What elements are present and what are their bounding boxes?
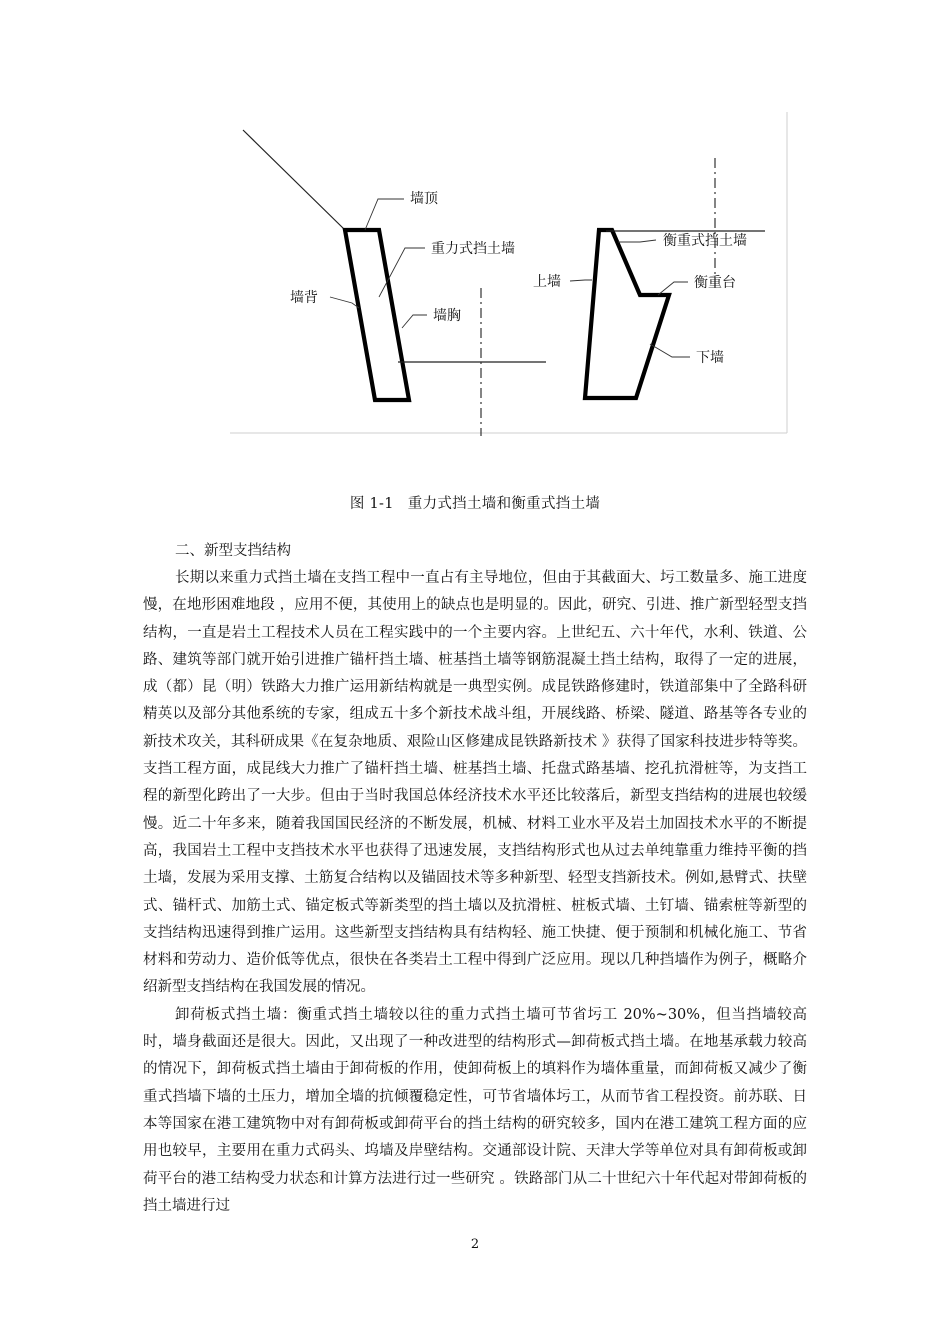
- section-body: [143, 538, 807, 1220]
- leader-lower-wall: [650, 344, 690, 357]
- leader-balance-wall: [618, 240, 656, 242]
- label-wall-chest: 墙胸: [433, 308, 461, 324]
- backfill-slope-line: [243, 130, 345, 230]
- figure-retaining-walls: [0, 0, 950, 470]
- label-balance-platform: 衡重台: [694, 275, 736, 291]
- leader-wall-top: [365, 199, 404, 230]
- label-balance-wall: 衡重式挡土墙: [663, 233, 747, 249]
- label-upper-wall: 上墙: [533, 274, 561, 290]
- label-gravity-wall: 重力式挡土墙: [431, 241, 515, 257]
- label-lower-wall: 下墙: [696, 350, 724, 366]
- leader-upper-wall: [570, 280, 592, 281]
- caption-text: 重力式挡土墙和衡重式挡土墙: [407, 496, 601, 512]
- paragraph-unloading-plate-wall: 卸荷板式挡土墙：衡重式挡土墙较以往的重力式挡土墙可节省圬工 20%~30%，但当挡墙较高时，墙身截面还是很大。因此，又出现了一种改进型的结构形式—卸荷板式挡土墙。在地基承载力较高的情况下，卸荷板式挡土墙由于卸荷板的作用，使卸荷板上的填料作为墙体重量，而卸荷板又减少了衡重式挡墙下墙的土压力，增加全墙的抗倾覆稳定性，可节省墙体圬工，从而节省工程投资。前苏联、日本等国家在港工建筑物中对有卸荷板或卸荷平台的挡土结构的研究较多，国内在港工建筑工程方面的应用也较早，主要用在重力式码头、坞墙及岸壁结构。交通部设计院、天津大学等单位对具有卸荷板或卸荷平台的港工结构受力状态和计算方法进行过一些研究 。铁路部门从二十世纪六十年代起对带卸荷板的挡土墙进行过: [143, 1006, 807, 1214]
- label-wall-back: 墙背: [290, 290, 318, 306]
- page-number: 2: [470, 1237, 480, 1252]
- figure-caption: [0, 492, 950, 513]
- label-wall-top: 墙顶: [410, 191, 438, 207]
- section-heading: 二、新型支挡结构: [175, 543, 291, 559]
- leader-wall-chest: [402, 315, 427, 328]
- balance-wall-outline: [585, 230, 669, 398]
- gravity-wall-outline: [345, 230, 409, 400]
- paragraph-new-structures: 长期以来重力式挡土墙在支挡工程中一直占有主导地位，但由于其截面大、圬工数量多、施工进度慢，在地形困难地段 ，应用不便，其使用上的缺点也是明显的。因此，研究、引进、推广新型轻型支挡结构，一直是岩土工程技术人员在工程实践中的一个主要内容。上世纪五、六十年代，水利、铁道、公路、建筑等部门就开始引进推广锚杆挡土墙、桩基挡土墙等钢筋混凝土挡土结构，取得了一定的进展，成（都）昆（明）铁路大力推广运用新结构就是一典型实例。成昆铁路修建时，铁道部集中了全路科研精英以及部分其他系统的专家，组成五十多个新技术战斗组，开展线路、桥梁、隧道、路基等各专业的新技术攻关，其科研成果《在复杂地质、艰险山区修建成昆铁路新技术 》获得了国家科技进步特等奖。支挡工程方面，成昆线大力推广了锚杆挡土墙、桩基挡土墙、托盘式路基墙、挖孔抗滑桩等，为支挡工程的新型化跨出了一大步。但由于当时我国总体经济技术水平还比较落后，新型支挡结构的进展也较缓慢。近二十年多来，随着我国国民经济的不断发展，机械、材料工业水平及岩土加固技术水平的不断提高，我国岩土工程中支挡技术水平也获得了迅速发展，支挡结构形式也从过去单纯靠重力维持平衡的挡土墙，发展为采用支撑、土筋复合结构以及锚固技术等多种新型、轻型支挡新技术。例如,悬臂式、扶壁式、锚杆式、加筋土式、锚定板式等新类型的挡土墙以及抗滑桩、桩板式墙、土钉墙、锚索桩等新型的支挡结构迅速得到推广运用。这些新型支挡结构具有结构轻、施工快捷、便于预制和机械化施工、节省材料和劳动力、造价低等优点，很快在各类岩土工程中得到广泛应用。现以几种挡墙作为例子，概略介绍新型支挡结构在我国发展的情况。: [143, 570, 807, 996]
- caption-number: 图 1-1: [349, 496, 394, 512]
- leader-wall-back: [330, 297, 359, 308]
